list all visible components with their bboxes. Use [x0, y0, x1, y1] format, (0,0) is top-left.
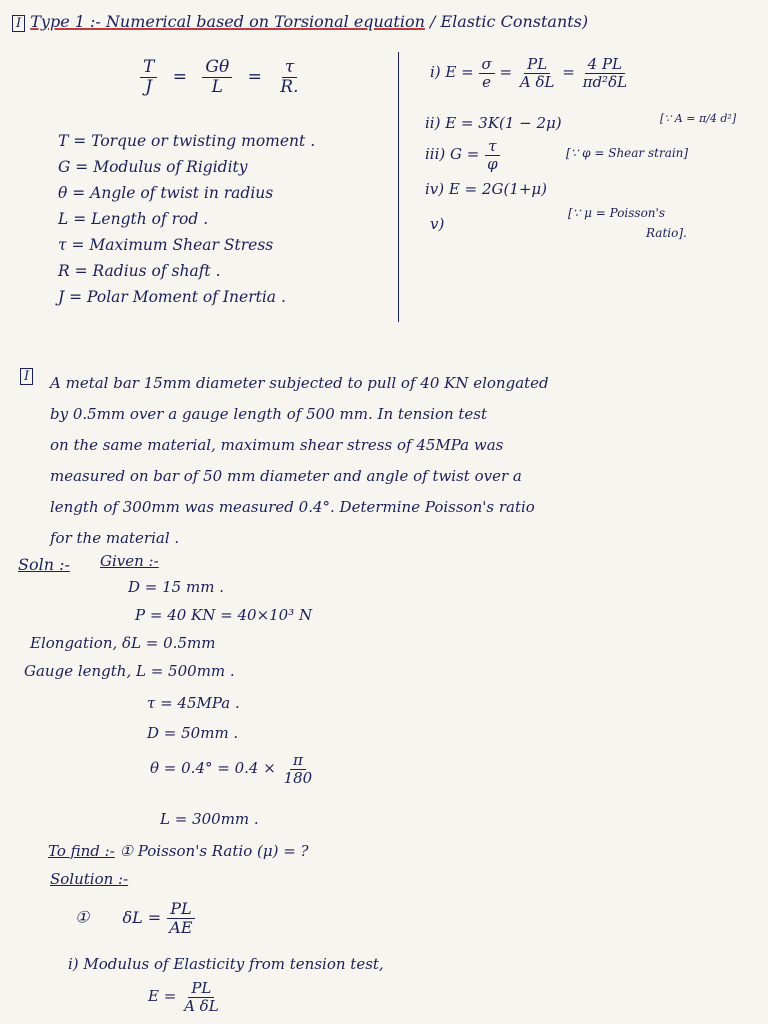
- symbol-line: J = Polar Moment of Inertia .: [58, 288, 286, 306]
- frac-g-theta-l: $\frac{G\theta}{L}$: [202, 58, 232, 96]
- torsion-equation: $\frac{T}{J}$ = $\frac{G\theta}{L}$ = $\frac{\tau}{R.}$: [140, 58, 302, 96]
- elastic-eq-iii: iii) G = $\frac{\tau}{\varphi}$: [425, 137, 498, 173]
- elastic-eq-ii: ii) E = 3K(1 − 2μ): [425, 114, 562, 132]
- problem-line: A metal bar 15mm diameter subjected to pull of 40 KN elongated: [50, 374, 549, 392]
- column-divider: [398, 52, 399, 322]
- problem-marker: I: [20, 368, 33, 385]
- solution-label: Soln :-: [18, 555, 70, 574]
- given-theta: θ = 0.4° = 0.4 × $\frac{\pi}{180}$: [150, 751, 313, 787]
- step1: ① δL = $\frac{PL}{AE}$: [75, 900, 196, 936]
- section-marker: I: [12, 15, 25, 32]
- step-i: i) Modulus of Elasticity from tension test,: [68, 955, 384, 973]
- elastic-eq-v: v): [430, 215, 445, 233]
- given-elongation: Elongation, δL = 0.5mm: [30, 634, 216, 652]
- given-d: D = 15 mm .: [128, 578, 224, 596]
- problem-line: length of 300mm was measured 0.4°. Determine Poisson's ratio: [50, 498, 535, 516]
- problem-line: for the material .: [50, 529, 180, 547]
- problem-line: measured on bar of 50 mm diameter and angle of twist over a: [50, 467, 522, 485]
- to-find-text: ① Poisson's Ratio (μ) = ?: [119, 842, 309, 860]
- mu-note-2: Ratio].: [646, 226, 687, 240]
- given-tau: τ = 45MPa .: [147, 694, 240, 712]
- elastic-eq-iv: iv) E = 2G(1+μ): [425, 180, 548, 198]
- area-note: [∵ A = π/4 d²]: [660, 112, 737, 125]
- frac-tau-r: $\frac{\tau}{R.}$: [280, 57, 299, 97]
- e-formula: E = $\frac{PL}{\text{A δL}}$: [148, 979, 219, 1015]
- elastic-eq-i: i) E = $\frac{\sigma}{e}$ = $\frac{PL}{\text{A δL}}$ = $\frac{4 PL}{\text{πd²δL}}$: [430, 55, 628, 91]
- header-title-left: Type 1 :- Numerical based on Torsional equation: [30, 12, 425, 31]
- mu-note-1: [∵ μ = Poisson's: [568, 206, 665, 220]
- problem-line: by 0.5mm over a gauge length of 500 mm. In tension test: [50, 405, 488, 423]
- shear-strain-note: [∵ φ = Shear strain]: [566, 146, 689, 160]
- to-find-label: To find :-: [48, 842, 115, 860]
- given-gauge: Gauge length, L = 500mm .: [24, 662, 235, 680]
- problem-marker-wrap: [20, 366, 33, 385]
- given-l2: L = 300mm .: [160, 810, 259, 828]
- problem-statement: [50, 368, 549, 554]
- symbol-line: G = Modulus of Rigidity: [58, 158, 248, 176]
- symbol-line: L = Length of rod .: [58, 210, 209, 228]
- symbol-line: τ = Maximum Shear Stress: [58, 236, 274, 254]
- symbol-line: T = Torque or twisting moment .: [58, 132, 316, 150]
- solution-section-label: Solution :-: [50, 870, 129, 888]
- symbol-line: θ = Angle of twist in radius: [58, 184, 274, 202]
- given-label: Given :-: [100, 552, 159, 570]
- given-p: P = 40 KN = 40×10³ N: [135, 606, 313, 624]
- header-title-right: / Elastic Constants): [429, 12, 589, 31]
- given-d2: D = 50mm .: [147, 724, 239, 742]
- step1-marker: ①: [75, 907, 90, 927]
- problem-line: on the same material, maximum shear stress of 45MPa was: [50, 436, 504, 454]
- to-find: [48, 842, 309, 860]
- header: [12, 12, 588, 32]
- symbol-line: R = Radius of shaft .: [58, 262, 221, 280]
- frac-t-j: $\frac{T}{J}$: [140, 58, 157, 96]
- symbols-list: [58, 128, 315, 310]
